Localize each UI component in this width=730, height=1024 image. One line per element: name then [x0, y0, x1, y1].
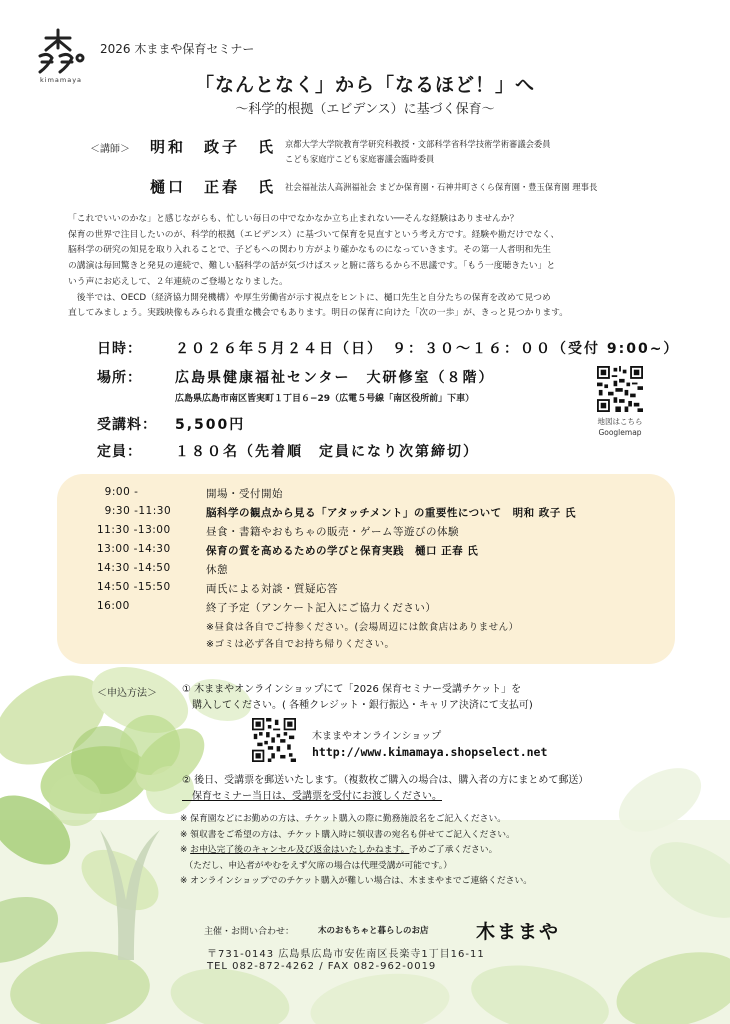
- place-value: 広島県健康福祉センター 大研修室（８階）: [175, 370, 495, 386]
- intro-text: [68, 212, 668, 322]
- lecturer-affiliation-1: [285, 137, 551, 167]
- schedule-description: 終了予定（アンケート記入にご協力ください）: [206, 602, 437, 614]
- step-line: ① 木ままやオンラインショップにて「2026 保育セミナー受講チケット」を: [182, 684, 522, 695]
- schedule-description: 保育の質を高めるための学びと保育実践 樋口 正春 氏: [206, 545, 479, 557]
- schedule-note: ※ゴミは必ず各自でお持ち帰りください。: [206, 639, 395, 650]
- schedule-row: [0, 486, 730, 504]
- note-line: ※ 領収書をご希望の方は、チケット購入時に領収書の宛名も併せてご記入ください。: [180, 829, 515, 840]
- application-label: ＜申込方法＞: [97, 688, 157, 699]
- schedule-note: ※昼食は各自でご持参ください。(会場周辺には飲食店はありません）: [206, 622, 519, 633]
- affiliation-line: 京都大学大学院教育学研究科教授・文部科学省科学技術学術審議会委員: [285, 139, 551, 149]
- map-qr-code-icon[interactable]: [597, 366, 643, 412]
- note-line: （ただし、申込者がやむをえず欠席の場合は代理受講が可能です。）: [180, 860, 452, 871]
- schedule-row: [0, 543, 730, 561]
- schedule-row: [0, 581, 730, 599]
- note-underlined-text: お申込完了後のキャンセル及び返金はいたしかねます。: [190, 845, 410, 855]
- organizer-name: 木ままや: [476, 921, 561, 943]
- notes-list: [180, 812, 532, 890]
- main-title: 「なんとなく」から「なるほど！」へ: [194, 74, 535, 96]
- logo-subtext: kimamaya: [40, 76, 83, 84]
- intro-line: いう声にお応えして、２年連続のご登場となりました。: [68, 276, 288, 287]
- shop-qr-code-icon[interactable]: [252, 718, 296, 762]
- organizer-address: 〒731-0143 広島県広島市安佐南区長楽寺1丁目16-11: [207, 949, 485, 960]
- sub-title: 〜科学的根拠（エビデンス）に基づく保育〜: [235, 102, 495, 117]
- schedule-description: 両氏による対談・質疑応答: [206, 583, 338, 595]
- shop-name: 木ままやオンラインショップ: [312, 731, 442, 742]
- intro-line: 後半では、OECD（経済協力開発機構）や厚生労働省が示す視点をヒントに、樋口先生と自分たちの保育を改めて見つめ: [68, 292, 551, 303]
- note-line: ※ 保育園などにお勤めの方は、チケット購入の際に勤務施設名をご記入ください。: [180, 814, 507, 824]
- schedule-time: 14:30 -14:50: [97, 562, 171, 574]
- fee-label: 受講料：: [97, 417, 157, 433]
- schedule-time: 9:00 -: [97, 486, 139, 498]
- capacity-value: １８０名（先着順 定員になり次第締切）: [175, 444, 479, 460]
- step-line: ② 後日、受講票を郵送いたします。（複数枚ご購入の場合は、購入者の方にまとめて郵送）: [182, 775, 589, 786]
- organizer-label: 主催・お問い合わせ：: [204, 927, 295, 937]
- schedule-row: [0, 505, 730, 523]
- intro-line: 脳科学の研究の知見を取り入れることで、子どもへの関わり方がより確かなものになっていきます。その第一人者明和先生: [68, 245, 551, 256]
- step-line: 購入してください。( 各種クレジット・銀行振込・キャリア決済にて支払可): [182, 700, 533, 711]
- schedule-time: 16:00: [97, 600, 130, 612]
- venue-address: 広島県広島市南区皆実町１丁目６−29（広電５号線「南区役所前」下車）: [175, 394, 475, 404]
- intro-line: 「これでいいのかな」と感じながらも、忙しい毎日の中でなかなか立ち止まれない──そんな経験はありませんか？: [68, 214, 519, 224]
- map-caption: [583, 416, 657, 438]
- note-rest-text: 予めご了承ください。: [409, 845, 498, 855]
- schedule-time: 11:30 -13:00: [97, 524, 171, 536]
- fee-value: 5,500円: [175, 417, 246, 433]
- schedule-time: 13:00 -14:30: [97, 543, 171, 555]
- shop-url-link[interactable]: http://www.kimamaya.shopselect.net: [312, 745, 548, 759]
- intro-line: の講演は毎回驚きと発見の連続で、難しい脳科学の話が気づけばスッと腑に落ちるから不思議です。「もう一度聴きたい」と: [68, 261, 556, 272]
- map-caption-line: 地図はこちら: [597, 417, 643, 426]
- schedule-description: 開場・受付開始: [206, 488, 283, 500]
- intro-line: 直してみましょう。実践映像もみられる貴重な機会でもあります。明日の保育に向けた「次の一歩」が、きっと見つかります。: [68, 308, 569, 319]
- organizer-shop-desc: 木のおもちゃと暮らしのお店: [318, 926, 429, 936]
- intro-line: 保育の世界で注目したいのが、科学的根拠（エビデンス）に基づいて保育を見直すという考え方です。経験や勘だけでなく、: [68, 229, 560, 240]
- lecturer-label: ＜講師＞: [90, 144, 130, 155]
- schedule-description: 脳科学の観点から見る「アタッチメント」の重要性について 明和 政子 氏: [206, 507, 576, 519]
- lecturer-name-2: 樋口 正春 氏: [150, 178, 277, 196]
- schedule-row: [0, 524, 730, 542]
- place-label: 場所：: [97, 370, 142, 386]
- lecturer-affiliation-2: [285, 180, 597, 195]
- affiliation-line: 社会福祉法人高洲福祉会 まどか保育園・石神井町さくら保育園・豊玉保育園 理事長: [285, 182, 598, 192]
- affiliation-line: こども家庭庁こども家庭審議会臨時委員: [285, 154, 435, 164]
- series-title: 2026 木ままや保育セミナー: [100, 42, 255, 56]
- map-caption-line: Googlemap: [598, 428, 642, 437]
- date-value: ２０２６年５月２４日（日） ９：３０〜１６：００（受付 9:00~）: [175, 341, 680, 357]
- lecturer-name-1: 明和 政子 氏: [150, 138, 277, 156]
- application-step-2: [182, 773, 588, 805]
- schedule-time: 9:30 -11:30: [97, 505, 172, 517]
- schedule-row: [0, 562, 730, 580]
- schedule-description: 休憩: [206, 564, 228, 576]
- schedule-description: 昼食・書籍やおもちゃの販売・ゲーム等遊びの体験: [206, 526, 459, 538]
- capacity-label: 定員：: [97, 444, 142, 460]
- application-step-1: [182, 682, 533, 714]
- date-label: 日時：: [97, 341, 142, 357]
- schedule-row: [0, 600, 730, 618]
- note-line: ※ お申込完了後のキャンセル及び返金はいたしかねます。予めご了承ください。: [180, 845, 498, 855]
- step-line: 保育セミナー当日は、受講票を受付にお渡しください。: [182, 791, 442, 802]
- schedule-time: 14:50 -15:50: [97, 581, 171, 593]
- organizer-phone-fax: TEL 082-872-4262 / FAX 082-962-0019: [207, 961, 437, 972]
- note-line: ※ オンラインショップでのチケット購入が難しい場合は、木ままやまでご連絡ください。: [180, 876, 533, 886]
